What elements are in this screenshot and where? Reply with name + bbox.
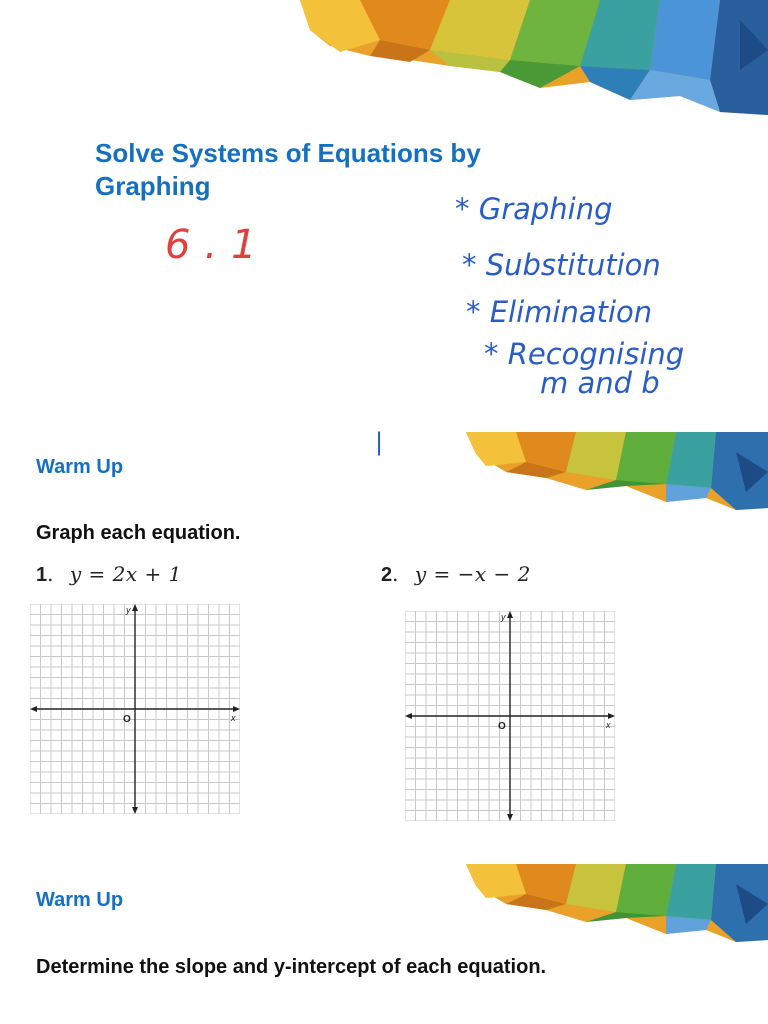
handwritten-stray-mark: | — [375, 428, 384, 456]
origin-label: O — [123, 714, 131, 725]
instruction-determine-slope-intercept: Determine the slope and y-intercept of each equation. — [36, 956, 547, 978]
decorative-banner-top — [300, 0, 768, 120]
decorative-banner-bottom — [466, 864, 768, 944]
y-axis-label: y — [126, 605, 131, 615]
problem-1: 1. y = 2x + 1 — [36, 562, 182, 586]
coordinate-grid-1[interactable] — [30, 604, 240, 814]
instruction-graph-each-equation: Graph each equation. — [36, 522, 241, 544]
handwritten-method-recognising: * Recognising — [484, 337, 685, 371]
x-axis-arrow-right — [233, 706, 240, 712]
x-axis-arrow-left — [30, 706, 37, 712]
problem-number: 2 — [381, 564, 393, 586]
page-title: Solve Systems of Equations by Graphing — [95, 138, 481, 201]
x-axis-label: x — [606, 720, 611, 730]
handwritten-method-graphing: * Graphing — [455, 192, 613, 226]
problem-2: 2. y = −x − 2 — [381, 562, 531, 586]
handwritten-method-substitution: * Substitution — [462, 248, 661, 282]
handwritten-method-m-and-b: m and b — [540, 366, 660, 400]
y-axis-label: y — [501, 612, 506, 622]
origin-label: O — [498, 721, 506, 732]
y-axis-arrow-up — [507, 611, 513, 618]
problem-number: 1 — [36, 564, 48, 586]
problem-equation: y = −x − 2 — [414, 562, 531, 586]
handwritten-lesson-number: 6.1 — [165, 222, 271, 268]
section-heading-warm-up-2: Warm Up — [36, 889, 124, 911]
y-axis-arrow-down — [132, 807, 138, 814]
problem-equation: y = 2x + 1 — [69, 562, 182, 586]
x-axis-arrow-left — [405, 713, 412, 719]
decorative-banner-middle — [466, 432, 768, 512]
y-axis-arrow-down — [507, 814, 513, 821]
section-heading-warm-up-1: Warm Up — [36, 456, 124, 478]
x-axis-arrow-right — [608, 713, 615, 719]
handwritten-method-elimination: * Elimination — [466, 295, 653, 329]
y-axis-arrow-up — [132, 604, 138, 611]
x-axis-label: x — [231, 713, 236, 723]
coordinate-grid-2[interactable] — [405, 611, 615, 821]
